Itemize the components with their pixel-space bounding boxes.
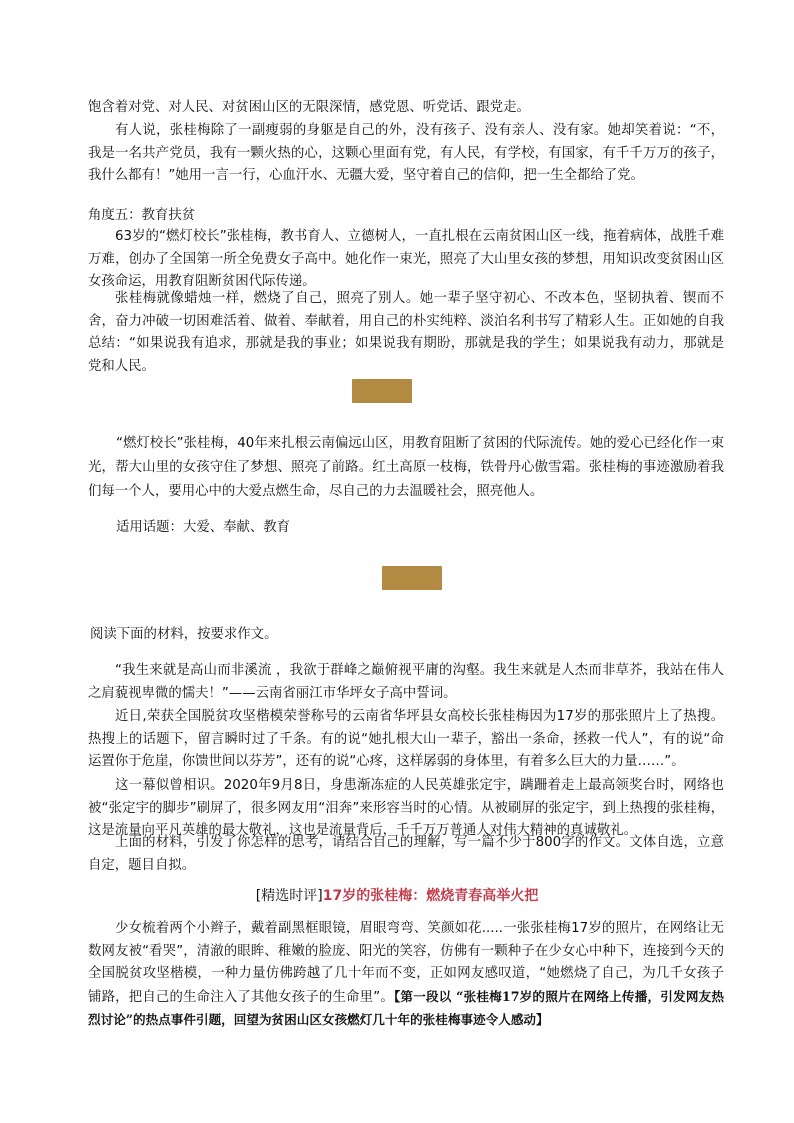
essay-prompt: 阅读下面的材料，按要求作文。 <box>90 627 278 642</box>
section-divider-box <box>382 566 442 590</box>
section5-paragraph-1: 63岁的“燃灯校长”张桂梅，教书育人、立德树人，一直扎根在云南贫困山区一线，拖着病体，战胜千难万难，创办了全国第一所全免费女子高中。她化作一束光，照亮了大山里女孩的梦想，用知识改变贫困山区女孩命运，用教育阻断贫困代际传递。 <box>88 229 724 290</box>
section4-paragraph-2: 有人说，张桂梅除了一副瘦弱的身躯是自己的外，没有孩子、没有亲人、没有家。她却笑着说：“不，我是一名共产党员，我有一颗火热的心，这颗心里面有党，有人民，有学校，有国家，有千千万万的孩子，我什么都有！”她用一言一行，心血汗水、无疆大爱，坚守着自己的信仰，把一生全都给了党。 <box>88 123 724 184</box>
sample-annotation: 【第一段以 “张桂梅17岁的照片在网络上传播，引发网友热烈讨论”的热点事件引题，回望为贫困山区女孩燃灯几十年的张桂梅事迹令人感动】 <box>88 988 725 1028</box>
sample-label: [精选时评] <box>255 888 323 904</box>
essay-quote: “我生来就是高山而非溪流 ，我欲于群峰之巅俯视平庸的沟壑。我生来就是人杰而非草芥，我站在伟人之肩藐视卑微的懦夫！”——云南省丽江市华坪女子高中誓词。 <box>88 663 724 701</box>
summary-paragraph: “燃灯校长”张桂梅，40年来扎根云南偏远山区，用教育阻断了贫困的代际流传。她的爱心已经化作一束光，帮大山里的女孩守住了梦想、照亮了前路。红土高原一枝梅，铁骨丹心傲雪霜。张桂梅的事迹激励着我们每一个人，要用心中的大爱点燃生命，尽自己的力去温暖社会，照亮他人。 <box>88 436 724 499</box>
section4-paragraph-1: 饱含着对党、对人民、对贫困山区的无限深情，感党恩、听党话、跟党走。 <box>88 100 530 115</box>
essay-paragraph-3: 上面的材料，引发了你怎样的思考，请结合自己的理解，写一篇不少于800字的作文。文体自选，立意自定，题目自拟。 <box>88 835 724 873</box>
sample-paragraph-1 <box>88 918 724 1033</box>
sample-paragraph-text: 少女梳着两个小辫子，戴着副黑框眼镜，眉眼弯弯、笑颜如花.....一张张桂梅17岁的照片，在网络让无数网友被“看哭”，清澈的眼眸、稚嫩的脸庞、阳光的笑容，仿佛有一颗种子在少女心中种下，连接到今天的全国脱贫攻坚楷模，一种力量仿佛跨越了几十年而不变，正如网友感叹道，“她燃烧了自己，为几千女孩子铺路，把自己的生命注入了其他女孩子的生命里”。 <box>88 921 724 1005</box>
section5-paragraph-2: 张桂梅就像蜡烛一样，燃烧了自己，照亮了别人。她一辈子坚守初心、不改本色，坚韧执着、锲而不舍，奋力冲破一切困难活着、做着、奉献着，用自己的朴实纯粹、淡泊名利书写了精彩人生。正如她的自我总结：“如果说我有追求，那就是我的事业；如果说我有期盼，那就是我的学生；如果说我有动力，那就是党和人民。 <box>88 291 724 374</box>
sample-title-text: 17岁的张桂梅：燃烧青春高举火把 <box>322 888 539 904</box>
sample-title <box>0 885 794 907</box>
essay-paragraph-2: 这一幕似曾相识。2020年9月8日，身患渐冻症的人民英雄张定宇，蹒跚着走上最高领奖台时，网络也被“张定宇的脚步”刷屏了，很多网友用“泪奔”来形容当时的心情。从被刷屏的张定宇，到上热搜的张桂梅，这是流量向平凡英雄的最大敬礼，这也是流量背后，千千万万普通人对伟大精神的真诚敬礼。 <box>88 778 724 839</box>
section5-heading: 角度五：教育扶贫 <box>88 208 196 223</box>
section-divider-box <box>352 379 412 403</box>
topics-line: 适用话题：大爱、奉献、教育 <box>116 520 291 535</box>
essay-paragraph-1: 近日,荣获全国脱贫攻坚楷模荣誉称号的云南省华坪县女高校长张桂梅因为17岁的那张照片上了热搜。热搜上的话题下，留言瞬时过了千条。有的说“她扎根大山一辈子，豁出一条命，拯救一代人”，有的说“命运置你于危崖，你馈世间以芬芳”，还有的说“心疼，这样孱弱的身体里，有着多么巨大的力量……”。 <box>88 709 724 770</box>
